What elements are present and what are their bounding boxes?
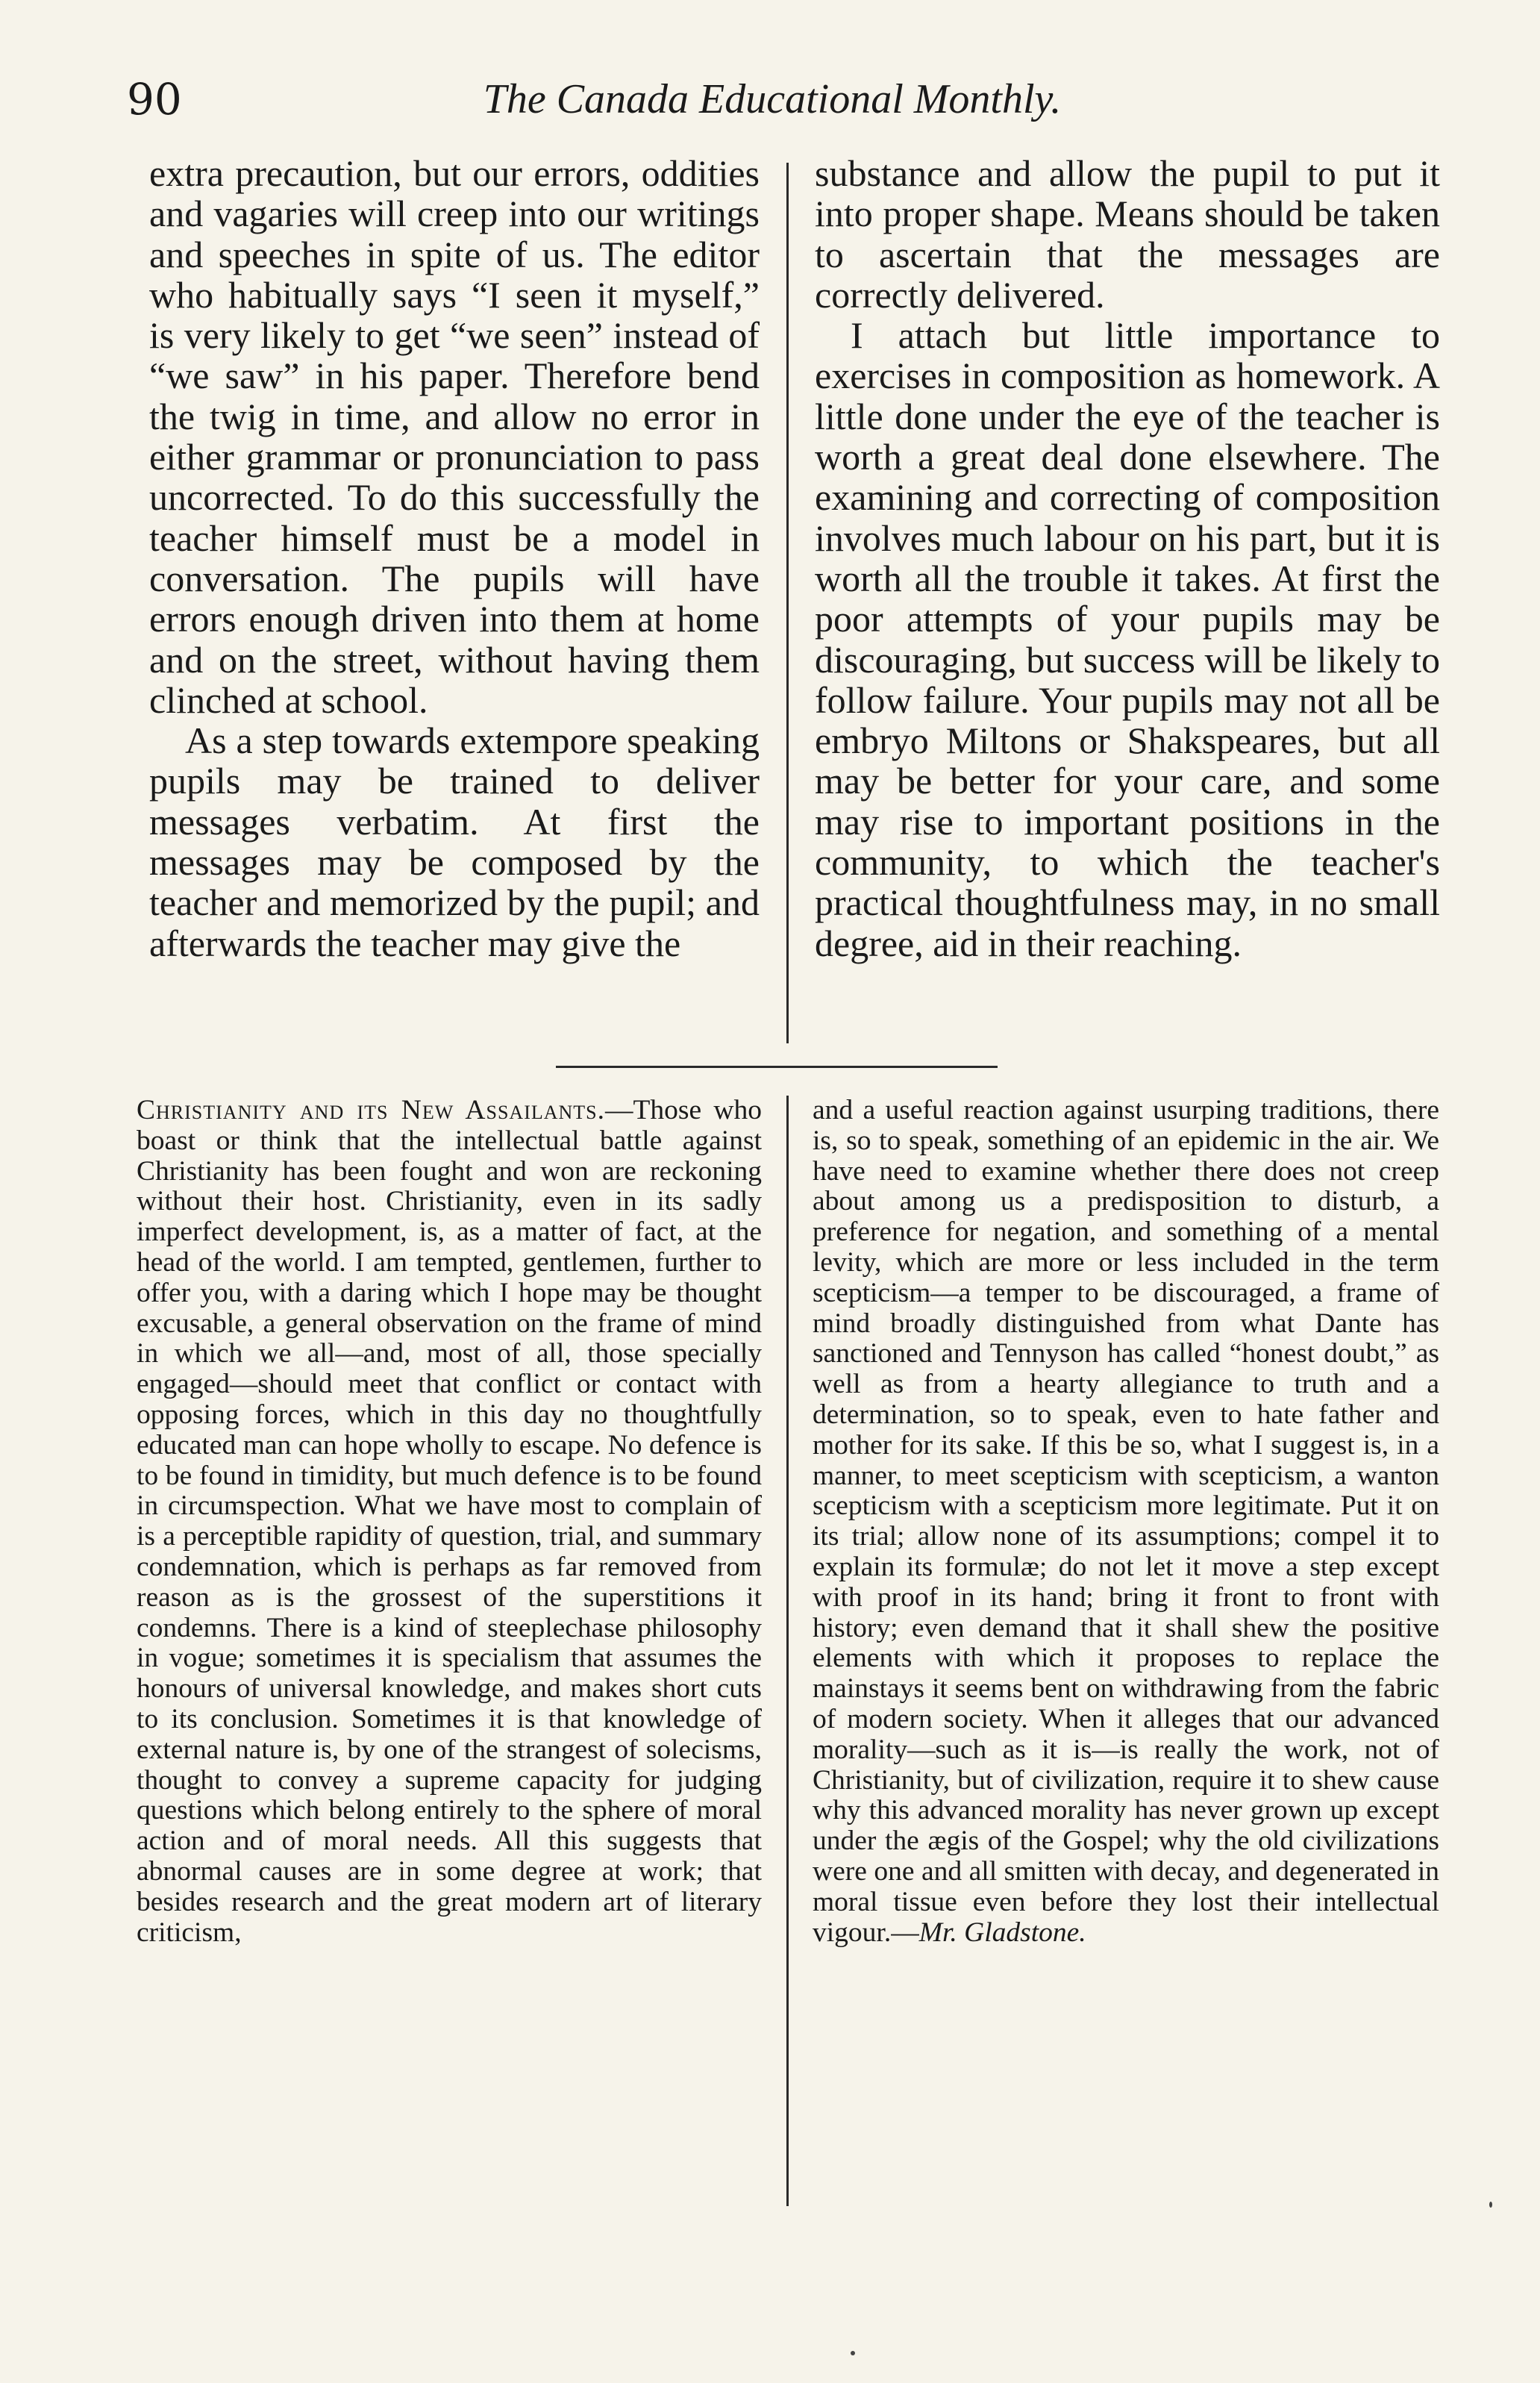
- article-continuation: [813, 1096, 1439, 1948]
- paragraph: I attach but little importance to exercises in composition as homework. A little done under the eye of the teacher is worth a great deal done elsewhere. The examining and correcting of composition involves much labour on his part, but it is worth all the trouble it takes. At first the poor attempts of your pupils may be discouraging, but success will be likely to follow failure. Your pupils may not all be embryo Miltons or Shakspeares, but all may be better for your care, and some may rise to important positions in the community, to which the teacher's practical thoughtfulness may, in no small degree, aid in their reaching.: [815, 314, 1440, 964]
- article-title: Christianity and its New Assailants.: [137, 1095, 606, 1125]
- paragraph: substance and allow the pupil to put it into proper shape. Means should be taken to ascertain that the messages are correctly delivered.: [815, 152, 1440, 316]
- page-number: 90: [127, 74, 182, 125]
- article-body: —Those who boast or think that the intellectual battle against Christianity has been fought and won are reckoning without their host. Christianity, even in its sadly imperfect development, is, as a matter of fact, at the head of the world. I am tempted, gentlemen, further to offer you, with a daring which I hope may be thought excusable, a general observation on the frame of mind in which we all—and, most of all, those specially engaged—should meet that conflict or contact with opposing forces, which in this day no thoughtfully educated man can hope wholly to escape. No defence is to be found in timidity, but much defence is to be found in circumspection. What we have most to complain of is a perceptible rapidity of question, trial, and summary condemnation, which is perhaps as far removed from reason as is the grossest of the superstitions it condemns. There is a kind of steeplechase philosophy in vogue; sometimes it is specialism that assumes the honours of universal knowledge, and makes short cuts to its conclusion. Sometimes it is that knowledge of external nature is, by one of the strangest of solecisms, thought to convey a supreme capacity for judging questions which belong entirely to the sphere of moral action and of moral needs. All this suggests that abnormal causes are in some degree at work; that besides research and the great modern art of literary criticism,: [137, 1095, 762, 1948]
- paragraph: extra precaution, but our errors, oddities and vagaries will creep into our writings and speeches in spite of us. The editor who habitually says “I seen it myself,” is very likely to get “we seen” instead of “we saw” in his paper. Therefore bend the twig in time, and allow no error in either grammar or pronunciation to pass uncorrected. To do this successfully the teacher himself must be a model in conversation. The pupils will have errors enough driven into them at home and on the street, without having them clinched at school.: [149, 152, 760, 721]
- article-opening: [137, 1096, 762, 1948]
- print-speck: [851, 2351, 855, 2355]
- column-rule: [786, 1096, 789, 2206]
- journal-title: The Canada Educational Monthly.: [483, 76, 1062, 122]
- article-body: and a useful reaction against usurping traditions, there is, so to speak, something of an epidemic in the air. We have need to examine whether there does not creep about among us a predisposition to disturb, a preference for negation, and something of a mental levity, which are more or less included in the term scepticism—a temper to be discouraged, a frame of mind broadly distinguished from what Dante has sanctioned and Tennyson has called “honest doubt,” as well as from a hearty allegiance to truth and a determination, so to speak, even to hate father and mother for its sake. If this be so, what I suggest is, in a manner, to meet scepticism with scepticism, a wanton scepticism with a scepticism more legitimate. Put it on its trial; allow none of its assumptions; compel it to explain its formulæ; do not let it move a step except with proof in its hand; bring it front to front with history; even demand that it shall shew the positive elements with which it proposes to replace the mainstays it seems bent on withdrawing from the fabric of modern society. When it alleges that our advanced morality—such as it is—is really the work, not of Christianity, but of civilization, require it to shew cause why this advanced morality has never grown up except under the ægis of the Gospel; why the old civilizations were one and all smitten with decay, and degenerated in moral tissue even before they lost their intellectual vigour.—: [813, 1095, 1439, 1948]
- upper-left-column: [149, 153, 760, 963]
- article-left-column: [137, 1096, 762, 1948]
- attribution: Mr. Gladstone.: [918, 1917, 1086, 1948]
- column-rule: [786, 163, 789, 1043]
- section-divider: [556, 1066, 998, 1068]
- article-right-column: [813, 1096, 1439, 1948]
- upper-right-column: [815, 153, 1440, 963]
- print-speck: [1489, 2202, 1492, 2208]
- paragraph: As a step towards extempore speaking pupils may be trained to deliver messages verbatim. At first the messages may be composed by the teacher and memorized by the pupil; and afterwards the teacher may give the: [149, 719, 760, 964]
- running-header: [127, 66, 1418, 133]
